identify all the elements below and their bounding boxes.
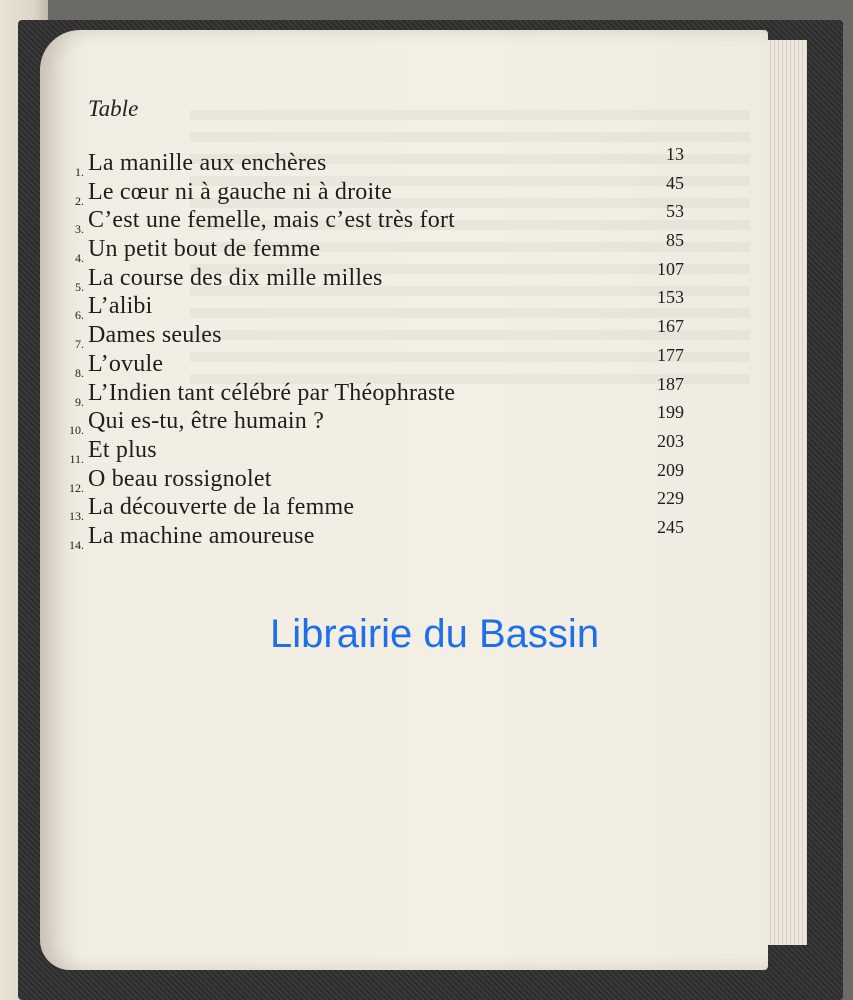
toc-entry [56,201,684,237]
toc-title: La machine amoureuse [88,522,315,549]
toc-number: 5. [75,279,84,294]
toc-number: 2. [75,193,84,208]
toc-page: 153 [657,287,684,308]
toc-entry [56,459,684,495]
toc-number: 9. [75,394,84,409]
page-title: Table [88,96,139,121]
toc-page: 199 [657,402,684,423]
toc-number: 6. [75,308,84,323]
toc-title: Dames seules [88,322,222,349]
toc-page: 187 [657,373,684,394]
toc-number: 1. [75,165,84,179]
toc-number: 14. [69,537,84,552]
toc-entry [56,287,684,323]
toc-page: 53 [666,201,684,222]
toc-entry [56,344,684,380]
toc-title: C’est une femelle, mais c’est très fort [88,207,456,234]
toc-number: 7. [75,337,84,352]
toc-number: 8. [75,365,84,380]
toc-title: L’ovule [88,350,164,377]
table-of-contents [56,144,684,552]
toc-page: 229 [657,488,684,509]
toc-number: 4. [75,251,84,266]
toc-page: 45 [666,172,684,193]
toc-entry [56,373,684,409]
toc-number: 12. [69,480,84,495]
toc-entry [56,316,684,352]
toc-entry [56,402,684,438]
toc-title: Un petit bout de femme [88,236,321,263]
toc-page: 203 [657,430,684,451]
toc-entry [56,230,684,266]
toc-number: 13. [69,509,84,524]
toc-entry [56,258,684,294]
toc-entry [56,172,684,208]
toc-title: Qui es-tu, être humain ? [88,408,325,435]
toc-page: 107 [657,258,684,279]
toc-title: O beau rossignolet [88,465,272,492]
toc-page: 167 [657,316,684,337]
toc-number: 10. [69,423,84,438]
toc-page: 13 [666,144,684,164]
toc-title: L’Indien tant célébré par Théophraste [88,379,456,406]
toc-page: 177 [657,344,684,365]
toc-number: 11. [69,451,84,466]
toc-page: 245 [657,516,684,537]
toc-title: L’alibi [88,293,153,320]
toc-title: La manille aux enchères [88,150,327,176]
toc-title: La course des dix mille milles [88,264,383,291]
toc-page: 209 [657,459,684,480]
toc-title: La découverte de la femme [88,494,355,521]
toc-entry [56,488,684,524]
toc-number: 3. [75,222,84,237]
toc-title: Le cœur ni à gauche ni à droite [88,178,393,205]
toc-title: Et plus [88,436,157,463]
toc-page: 85 [666,230,684,251]
toc-entry [56,144,684,179]
watermark-text: Librairie du Bassin [270,612,600,656]
